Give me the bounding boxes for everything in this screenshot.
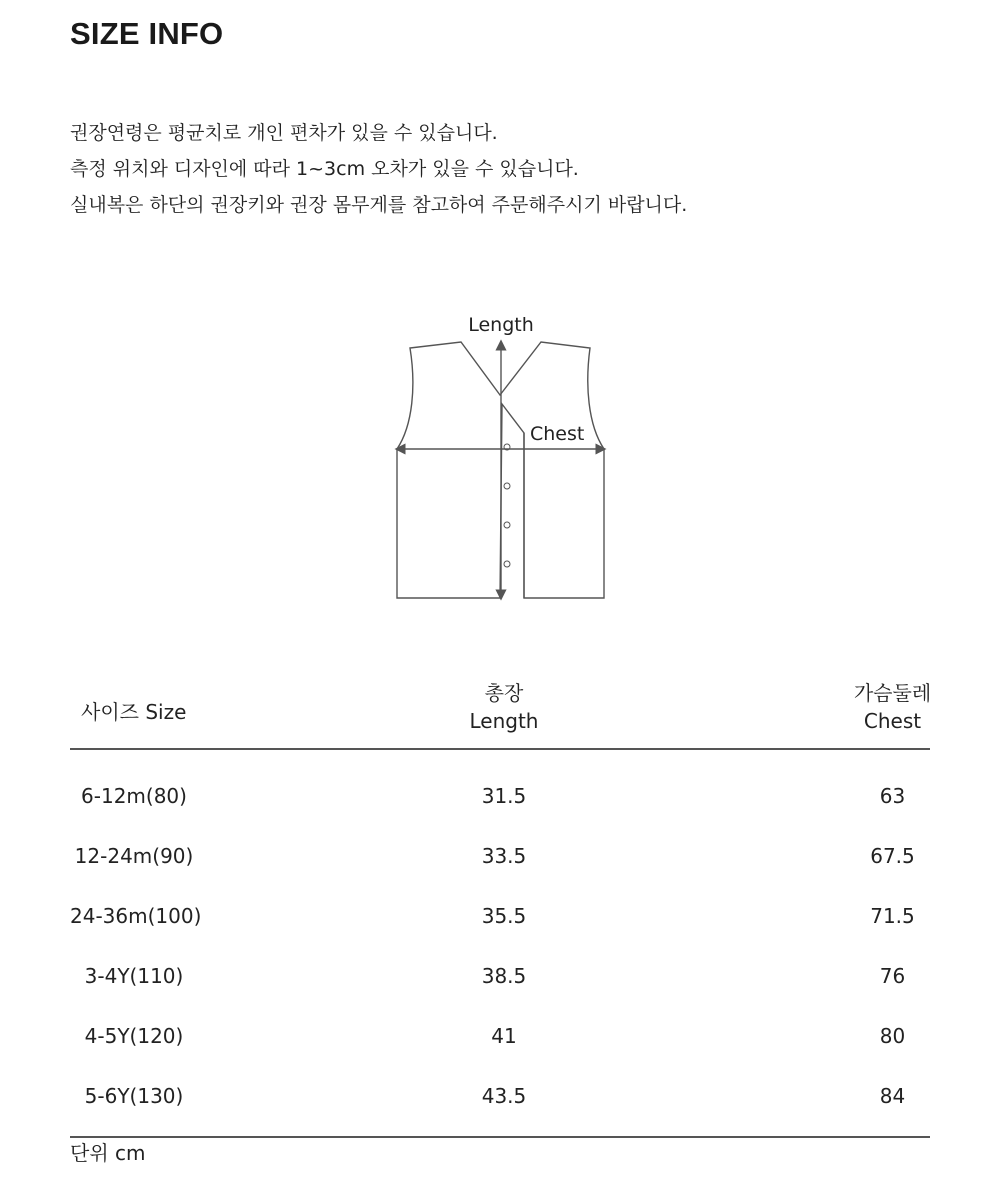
cell-chest: 63 bbox=[879, 784, 906, 808]
cell-length: 38.5 bbox=[481, 964, 527, 988]
cell-chest: 76 bbox=[879, 964, 906, 988]
cell-length: 35.5 bbox=[481, 904, 527, 928]
chest-label: Chest bbox=[530, 423, 585, 445]
table-row bbox=[70, 946, 930, 1006]
cell-size: 4-5Y(120) bbox=[84, 1024, 184, 1048]
cell-length: 33.5 bbox=[481, 844, 527, 868]
header-chest-en: Chest bbox=[863, 709, 922, 733]
button-dot bbox=[504, 561, 510, 567]
cell-length: 41 bbox=[491, 1024, 517, 1048]
button-dot bbox=[504, 522, 510, 528]
table-body bbox=[70, 750, 930, 1138]
cell-size: 24-36m(100) bbox=[70, 904, 202, 928]
header-length-ko: 총장 bbox=[484, 681, 524, 705]
header-chest bbox=[835, 679, 950, 753]
button-dot bbox=[504, 483, 510, 489]
cell-size: 5-6Y(130) bbox=[84, 1084, 184, 1108]
header-size: 사이즈 Size bbox=[81, 700, 187, 724]
header-chest-ko: 가슴둘레 bbox=[853, 681, 932, 705]
cell-chest: 80 bbox=[879, 1024, 906, 1048]
cell-chest: 67.5 bbox=[870, 844, 915, 868]
note-line: 실내복은 하단의 권장키와 권장 몸무게를 참고하여 주문해주시기 바랍니다. bbox=[70, 194, 688, 216]
note-line: 측정 위치와 디자인에 따라 1~3cm 오차가 있을 수 있습니다. bbox=[70, 158, 579, 180]
header-length bbox=[454, 679, 554, 753]
size-notes bbox=[70, 115, 950, 223]
table-row bbox=[70, 1006, 930, 1066]
vest-measurement-diagram bbox=[380, 305, 630, 610]
table-row bbox=[70, 886, 930, 946]
page-title: SIZE INFO bbox=[70, 16, 224, 51]
cell-size: 3-4Y(110) bbox=[84, 964, 184, 988]
cell-size: 12-24m(90) bbox=[74, 844, 194, 868]
table-header bbox=[70, 674, 930, 750]
table-row bbox=[70, 826, 930, 886]
table-row bbox=[70, 1066, 930, 1126]
table-row bbox=[70, 766, 930, 826]
cell-size: 6-12m(80) bbox=[81, 784, 187, 808]
unit-note: 단위 cm bbox=[70, 1141, 146, 1165]
cell-chest: 71.5 bbox=[870, 904, 915, 928]
note-line: 권장연령은 평균치로 개인 편차가 있을 수 있습니다. bbox=[70, 122, 498, 144]
vest-diagram-svg bbox=[380, 305, 630, 610]
header-length-en: Length bbox=[469, 709, 539, 733]
length-label: Length bbox=[468, 314, 534, 336]
cell-chest: 84 bbox=[879, 1084, 906, 1108]
cell-length: 43.5 bbox=[481, 1084, 527, 1108]
size-table bbox=[70, 674, 930, 1138]
cell-length: 31.5 bbox=[481, 784, 527, 808]
